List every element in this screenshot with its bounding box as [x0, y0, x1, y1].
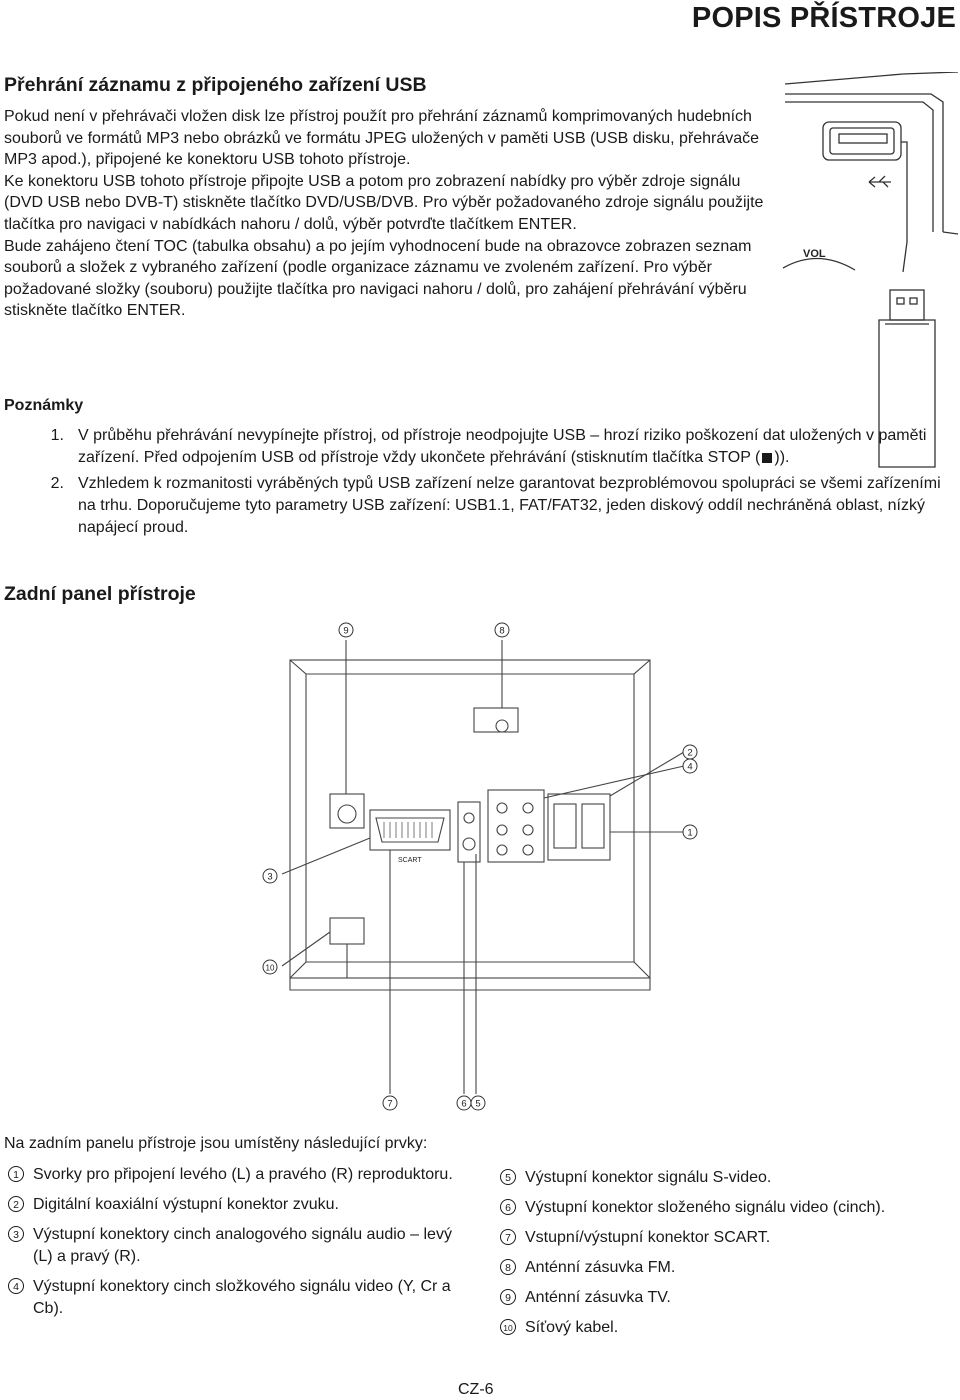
item-number: 1 [8, 1166, 24, 1182]
item-number: 9 [500, 1289, 516, 1305]
list-item [496, 1287, 956, 1309]
item-number: 4 [8, 1278, 24, 1294]
intro-paragraph-2: Ke konektoru USB tohoto přístroje připojte USB a potom pro zobrazení nabídky pro výběr zdroje signálu (DVD USB nebo DVB-T) stiskněte tlačítko DVD/USB/DVB. Pro výběr požadovaného zdroje signálu použijte tlačítka pro navigaci v nabídkách nahoru / dolů, výběr potvrďte tlačítkem ENTER. [4, 172, 764, 233]
callout-10: 10 [265, 963, 275, 973]
list-item [496, 1317, 956, 1339]
scart-label: SCART [398, 857, 422, 864]
vol-label: VOL [803, 248, 826, 260]
item-text: Digitální koaxiální výstupní konektor zvuku. [33, 1196, 339, 1213]
item-number: 2 [8, 1196, 24, 1212]
callout-6: 6 [461, 1098, 467, 1110]
stop-icon [762, 453, 772, 463]
notes-list [4, 425, 944, 539]
list-item [496, 1227, 956, 1249]
intro-paragraph-3: Bude zahájeno čtení TOC (tabulka obsahu) a po jejím vyhodnocení bude na obrazovce zobrazen seznam souborů a složek z vybraného zařízení (podle organizace záznamu ve zvoleném zařízení. Pro výběr požadované složky (souboru) použijte tlačítka pro navigaci nahoru / dolů, pro zahájení přehrávání výběru stiskněte tlačítko ENTER. [4, 237, 752, 320]
note-number: 1. [50, 427, 64, 444]
item-text: Anténní zásuvka FM. [525, 1259, 676, 1276]
item-text: Výstupní konektory cinch složkového signálu video (Y, Cr a Cb). [33, 1278, 451, 1317]
rear-panel-section-title: Zadní panel přístroje [4, 583, 196, 605]
item-text: Vstupní/výstupní konektor SCART. [525, 1229, 771, 1246]
item-text: Svorky pro připojení levého (L) a pravého (R) reproduktoru. [33, 1166, 453, 1183]
list-item [496, 1257, 956, 1279]
note-text-part: V průběhu přehrávání nevypínejte přístroj, od přístroje neodpojujte USB – hrozí riziko poškození dat uložených v paměti zařízení. Před odpojením USB od přístroje vždy ukončete přehrávání (stisknutím tlačítka STOP ( [78, 427, 927, 466]
item-number: 10 [500, 1319, 516, 1335]
note-text-end: )). [774, 449, 790, 466]
item-number: 8 [500, 1259, 516, 1275]
item-text: Výstupní konektory cinch analogového signálu audio – levý (L) a pravý (R). [33, 1226, 452, 1265]
item-text: Výstupní konektor složeného signálu video (cinch). [525, 1199, 886, 1216]
rear-panel-illustration [258, 618, 708, 1118]
item-number: 3 [8, 1226, 24, 1242]
list-item [496, 1167, 956, 1189]
note-text: Vzhledem k rozmanitosti vyráběných typů USB zařízení nelze garantovat bezproblémovou spolupráci se všemi zařízeními na trhu. Doporučujeme tyto parametry USB zařízení: USB1.1, FAT/FAT32, jeden diskový oddíl nechráněná oblast, nízký napájecí proud. [78, 475, 941, 536]
callout-2: 2 [687, 747, 693, 759]
list-item [4, 1224, 474, 1268]
item-text: Anténní zásuvka TV. [525, 1289, 671, 1306]
item-number: 5 [500, 1169, 516, 1185]
intro-paragraph-1: Pokud není v přehrávači vložen disk lze přístroj použít pro přehrání záznamů komprimovaných hudebních souborů ve formátů MP3 nebo obrázků ve formátu JPEG uložených v paměti USB (USB disku, přehrávače MP3 apod.), připojené ke konektoru USB tohoto přístroje. [4, 108, 760, 169]
usb-intro-text [4, 106, 774, 322]
callout-4: 4 [687, 761, 693, 773]
item-number: 7 [500, 1229, 516, 1245]
note-item [4, 473, 944, 539]
list-item [4, 1194, 474, 1216]
items-list-right [496, 1167, 956, 1347]
callout-9: 9 [343, 625, 349, 637]
callout-7: 7 [387, 1098, 393, 1110]
page-number: CZ-6 [458, 1381, 494, 1398]
items-list-left [4, 1164, 474, 1328]
item-text: Výstupní konektor signálu S-video. [525, 1169, 772, 1186]
items-intro: Na zadním panelu přístroje jsou umístěny následující prvky: [4, 1135, 428, 1152]
usb-connection-illustration [783, 72, 958, 472]
item-text: Síťový kabel. [525, 1319, 619, 1336]
item-number: 6 [500, 1199, 516, 1215]
note-item [4, 425, 944, 469]
callout-5: 5 [475, 1098, 481, 1110]
callout-1: 1 [687, 827, 693, 839]
page-header-title: POPIS PŘÍSTROJE [691, 2, 956, 34]
list-item [496, 1197, 956, 1219]
note-number: 2. [50, 475, 64, 492]
callout-3: 3 [267, 871, 273, 883]
notes-title: Poznámky [4, 397, 84, 414]
callout-8: 8 [499, 625, 505, 637]
list-item [4, 1164, 474, 1186]
usb-section-title: Přehrání záznamu z připojeného zařízení USB [4, 74, 427, 96]
list-item [4, 1276, 474, 1320]
